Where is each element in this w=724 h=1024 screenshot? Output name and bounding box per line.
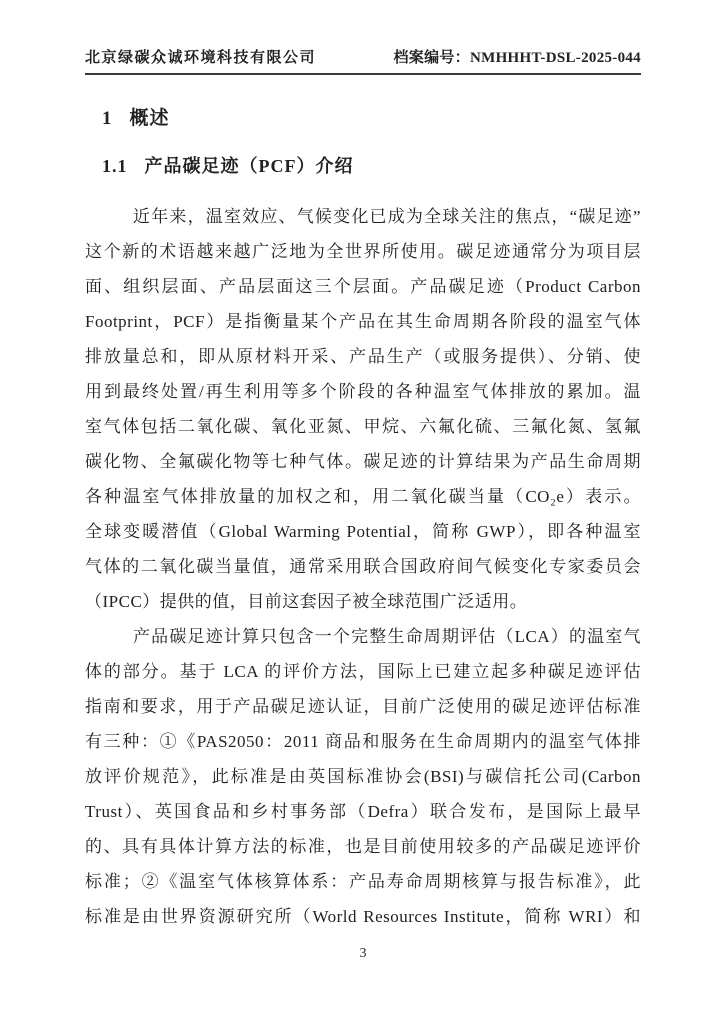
section-heading bbox=[85, 107, 641, 131]
archive-number-label: 档案编号： bbox=[393, 50, 470, 66]
paragraph-line: 产品碳足迹计算只包含一个完整生命周期评估（LCA）的温室气 bbox=[133, 627, 641, 646]
subsection-title: 产品碳足迹（PCF）介绍 bbox=[144, 156, 354, 176]
company-name: 北京绿碳众诚环境科技有限公司 bbox=[85, 50, 317, 66]
paragraph-line: 用到最终处置/再生利用等多个阶段的各种温室气体排放的累加。温 bbox=[85, 382, 641, 401]
page-number: 3 bbox=[359, 946, 367, 961]
paragraph-line: 排放量总和，即从原材料开采、产品生产（或服务提供）、分销、使 bbox=[85, 347, 641, 366]
paragraph-line: 放评价规范》，此标准是由英国标准协会(BSI)与碳信托公司(Carbon bbox=[85, 767, 641, 786]
page-header bbox=[85, 46, 641, 75]
paragraph-2 bbox=[85, 619, 641, 934]
paragraph-line: 碳化物、全氟碳化物等七种气体。碳足迹的计算结果为产品生命周期 bbox=[85, 452, 641, 471]
paragraph-line: 有三种：①《PAS2050：2011 商品和服务在生命周期内的温室气体排 bbox=[85, 732, 641, 751]
paragraph-line: 气体的二氧化碳当量值，通常采用联合国政府间气候变化专家委员会 bbox=[85, 557, 641, 576]
paragraph-1 bbox=[85, 199, 641, 619]
subsection-heading bbox=[85, 155, 641, 177]
paragraph-line: 各种温室气体排放量的加权之和，用二氧化碳当量（CO₂e）表示。 bbox=[85, 487, 641, 506]
paragraph-line: 面、组织层面、产品层面这三个层面。产品碳足迹（Product Carbon bbox=[85, 277, 641, 296]
paragraph-line: 近年来，温室效应、气候变化已成为全球关注的焦点，“碳足迹” bbox=[133, 207, 641, 226]
archive-number-value: NMHHHT-DSL-2025-044 bbox=[470, 50, 641, 66]
paragraph-line: 全球变暖潜值（Global Warming Potential，简称 GWP），即各种温室 bbox=[85, 522, 641, 541]
paragraph-line: （IPCC）提供的值，目前这套因子被全球范围广泛适用。 bbox=[85, 592, 528, 611]
archive-number bbox=[393, 46, 641, 67]
subsection-number: 1.1 bbox=[102, 156, 128, 176]
document-page bbox=[85, 0, 641, 962]
paragraph-line: 的、具有具体计算方法的标准，也是目前使用较多的产品碳足迹评价 bbox=[85, 837, 641, 856]
section-title: 概述 bbox=[129, 108, 170, 129]
paragraph-line: 标准是由世界资源研究所（World Resources Institute，简称 WRI）和 bbox=[85, 907, 641, 926]
paragraph-line: 室气体包括二氧化碳、氧化亚氮、甲烷、六氟化硫、三氟化氮、氢氟 bbox=[85, 417, 641, 436]
paragraph-line: 指南和要求，用于产品碳足迹认证，目前广泛使用的碳足迹评估标准 bbox=[85, 697, 641, 716]
section-number: 1 bbox=[102, 108, 113, 129]
paragraph-line: 这个新的术语越来越广泛地为全世界所使用。碳足迹通常分为项目层 bbox=[85, 242, 641, 261]
paragraph-line: Trust）、英国食品和乡村事务部（Defra）联合发布，是国际上最早 bbox=[85, 802, 641, 821]
paragraph-line: 标准；②《温室气体核算体系：产品寿命周期核算与报告标准》，此 bbox=[85, 872, 641, 891]
paragraph-line: Footprint，PCF）是指衡量某个产品在其生命周期各阶段的温室气体 bbox=[85, 312, 641, 331]
paragraph-line: 体的部分。基于 LCA 的评价方法，国际上已建立起多种碳足迹评估 bbox=[85, 662, 641, 681]
page-footer bbox=[85, 946, 641, 962]
